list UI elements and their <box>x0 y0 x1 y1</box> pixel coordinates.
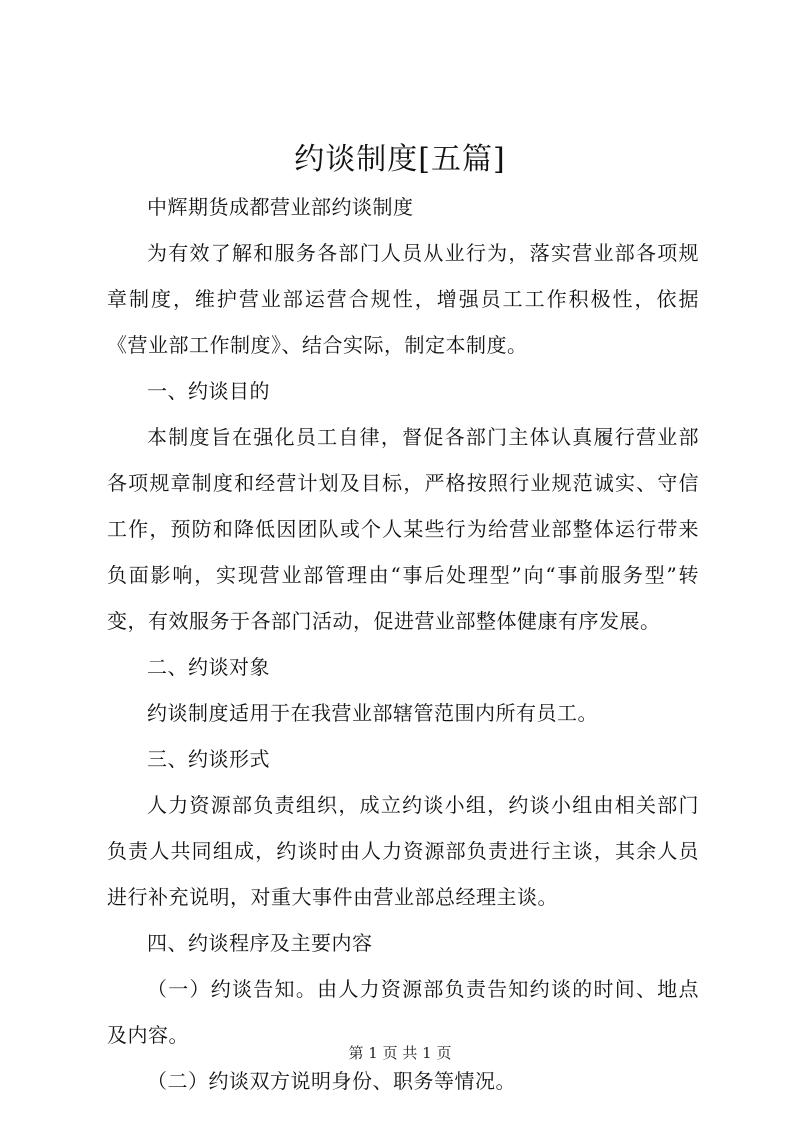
paragraph-intro: 为有效了解和服务各部门人员从业行为，落实营业部各项规章制度，维护营业部运营合规性，增强员工工作积极性，依据《营业部工作制度》、结合实际，制定本制度。 <box>107 241 699 357</box>
page-footer: 第 1 页 共 1 页 <box>348 1044 452 1062</box>
paragraph-procedure-2: （二）约谈双方说明身份、职务等情况。 <box>147 1069 516 1093</box>
paragraph-form: 人力资源部负责组织，成立约谈小组，约谈小组由相关部门负责人共同组成，约谈时由人力资源部负责进行主谈，其余人员进行补充说明，对重大事件由营业部总经理主谈。 <box>107 793 699 909</box>
paragraph-procedure-1: （一）约谈告知。由人力资源部负责告知约谈的时间、地点及内容。 <box>107 977 699 1047</box>
section-heading-form: 三、约谈形式 <box>147 747 270 771</box>
section-heading-purpose: 一、约谈目的 <box>147 379 270 403</box>
paragraph-purpose: 本制度旨在强化员工自律，督促各部门主体认真履行营业部各项规章制度和经营计划及目标，严格按照行业规范诚实、守信工作，预防和降低因团队或个人某些行为给营业部整体运行带来负面影响，实现营业部管理由“事后处理型”向“事前服务型”转变，有效服务于各部门活动，促进营业部整体健康有序发展。 <box>107 425 699 633</box>
paragraph-target: 约谈制度适用于在我营业部辖管范围内所有员工。 <box>147 701 598 725</box>
document-title: 约谈制度[五篇] <box>294 142 506 177</box>
section-heading-target: 二、约谈对象 <box>147 655 270 679</box>
section-heading-procedure: 四、约谈程序及主要内容 <box>147 931 373 955</box>
paragraph-subtitle: 中辉期货成都营业部约谈制度 <box>147 195 414 219</box>
document-body <box>107 184 699 1104</box>
